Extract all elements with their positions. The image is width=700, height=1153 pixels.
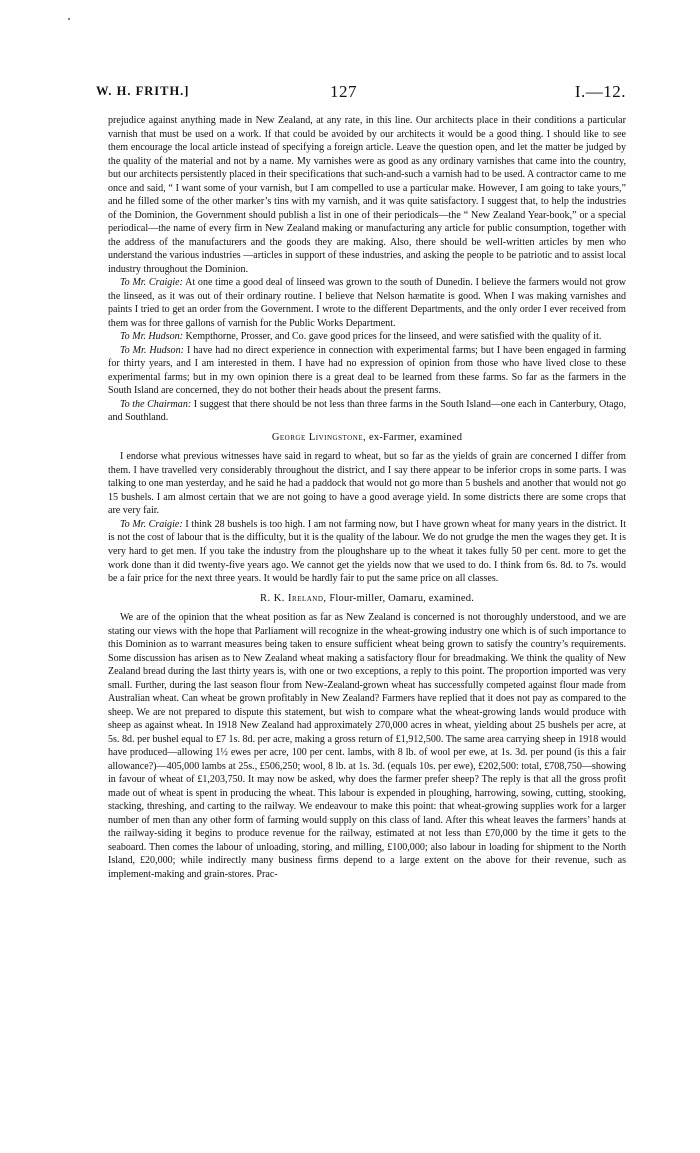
questioner-label: To Mr. Craigie: — [120, 518, 183, 530]
paragraph: prejudice against anything made in New Zealand, at any rate, in this line. Our architects place in their conditions a particular varnish that must be used on a work. If that could be avoided by our architects it would be a good thing. I should like to see them encourage the local article instead of specifying a foreign article. Leave the question open, and let the matter be judged by the quality of the material and not by a name. My varnishes were as good as any ordinary varnishes that came into the country, but our architects persistently placed in their specifications that such-and-such a varnish had to be used. A contractor came to me once and said, “ I want some of your varnish, but I am compelled to use a particular make. However, I am going to take yours,” and he filled some of the other marker’s tins with my varnish, and it was quite satisfactory. I suggest that, to help the industries of the Dominion, the Government should publish a list in one of their periodicals—the “ New Zealand Year-book,” or a special periodical—the name of every firm in New Zealand making or manufacturing any article for public consumption, together with the address of the manufacturers and the goods they are making. Also, there should be well-written articles by men who understand the various industries —articles in support of these industries, and asking the people to be patriotic and to assist local industry throughout the Dominion. — [108, 115, 626, 275]
series-number: I.—12. — [574, 82, 626, 101]
paragraph — [108, 398, 626, 425]
questioner-label: To Mr. Hudson: — [120, 331, 183, 343]
witness-heading — [108, 592, 626, 606]
page-number: 127 — [330, 82, 357, 101]
witness-heading — [108, 431, 626, 445]
paragraph — [108, 518, 626, 586]
paragraph — [108, 330, 626, 344]
paragraph-text: I suggest that there should be not less than three farms in the South Island—one each in Canterbury, Otago, and Southland. — [108, 398, 627, 424]
questioner-label: To Mr. Craigie: — [120, 277, 183, 289]
witness-name: R. K. Ireland, — [259, 592, 327, 604]
paragraph — [108, 344, 626, 398]
witness-name: George Livingstone, — [271, 431, 367, 443]
speck-mark — [68, 18, 70, 20]
paragraph-text: Kempthorne, Prosser, and Co. gave good prices for the linseed, and were satisfied with the quality of it. — [185, 331, 602, 343]
paragraph — [108, 276, 626, 330]
page-header — [96, 84, 626, 106]
questioner-label: To the Chairman: — [120, 398, 192, 410]
running-author: W. H. FRITH.] — [96, 84, 190, 98]
witness-role: ex-Farmer, examined — [368, 431, 463, 443]
witness-role: Flour-miller, Oamaru, examined. — [329, 592, 475, 604]
paragraph-text: At one time a good deal of linseed was grown to the south of Dunedin. I believe the farmers would not grow the linseed, as it was out of their ordinary routine. I believe that Nelson hæmatite is good. When I was making varnishes and paints I tried to get an order from the Government. I wrote to the different Departments, and the only order I ever received from them was for three gallons of varnish for the Public Works Department. — [108, 277, 626, 329]
paragraph: I endorse what previous witnesses have said in regard to wheat, but so far as the yields of grain are concerned I differ from them. I have travelled very considerably throughout the district, and I say there appear to be inferior crops in some parts. I was talking to one man yesterday, and he said he had a paddock that would not go more than 5 bushels and another that would not go 15 bushels. I am almost certain that we are not going to have a good average yield. In some districts there are some crops that are very fair. — [108, 451, 626, 517]
paragraph: We are of the opinion that the wheat position as far as New Zealand is concerned is not thoroughly understood, and we are stating our views with the hope that Parliament will recognize in the wheat-growing industry one which is of such importance to this Dominion as to warrant measures being taken to ensure sufficient wheat being grown to satisfy the country’s requirements. Some discussion has arisen as to New Zealand wheat making a satisfactory flour for breadmaking. We think the quality of New Zealand bread during the last thirty years is, with one or two exceptions, a reply to this point. The proportion imported was very small. Further, during the last season flour from New-Zealand-grown wheat has successfully competed against flour made from Australian wheat. Can wheat be grown profitably in New Zealand? Farmers have replied that it does not pay as compared to the sheep. We are not prepared to dispute this statement, but wish to compare what the wheat-growing lands would produce with sheep as against wheat. In 1918 New Zealand had approximately 270,000 acres in wheat, yielding about 25 bushels per acre, at 5s. 8d. per bushel equal to £7 1s. 8d. per acre, making a gross return of £1,912,500. The same area carrying sheep in 1918 would have produced—allowing 1½ ewes per acre, 100 per cent. lambs, with 8 lb. of wool per ewe, at 1s. 3d. per pound (is this a fair allowance?)—405,000 lambs at 25s., £506,250; wool, 8 lb. at 1s. 3d. (equals 10s. per ewe), £202,500: total, £708,750—showing in favour of wheat of £1,203,750. It may now be asked, why does the farmer prefer sheep? The reply is that all the gross profit made out of wheat is spent in producing the wheat. This labour is expended in ploughing, harrowing, sowing, cutting, stooking, stacking, threshing, and carting to the railway. We endeavour to make this point: that wheat-growing supplies work for a larger number of men than any other form of farming would supply on this class of land. After this wheat leaves the farmers’ hands at the railway-siding it begins to produce revenue for the railway, estimated at not less than £70,000 by the time it gets to the seaboard. Then comes the labour of unloading, storing, and milling, £100,000; also labour in loading for shipment to the North Island, £20,000; while indirectly many business firms depend to a large extent on the above for their revenue, such as implement-making and grain-stores. Prac- — [108, 612, 626, 880]
page-body — [108, 114, 626, 1144]
questioner-label: To Mr. Hudson: — [120, 344, 184, 356]
paragraph-text: I think 28 bushels is too high. I am not farming now, but I have grown wheat for many years in the district. It is not the cost of labour that is the difficulty, but it is the quality of the labour. We do not grudge the men the wages they get. It is very hard to get men. If you take the industry from the ploughshare up to the wheat it takes fully 50 per cent. more to get the work done than it did twenty-five years ago. We cannot get the yields now that we used to do. I think from 6s. 8d. to 7s. would be a fair price for the next three years. It would be hardly fair to put the same price on all classes. — [108, 518, 626, 585]
paragraph-text: I have had no direct experience in connection with experimental farms; but I have been engaged in farming for thirty years, and I am interested in them. I have had no expression of opinion from those who have lived close to these experimental farms; but in my own opinion there is a great deal to be learned from these farms. So far as the farmers in the South Island are concerned, they do not bother their heads about the present farms. — [108, 344, 627, 397]
